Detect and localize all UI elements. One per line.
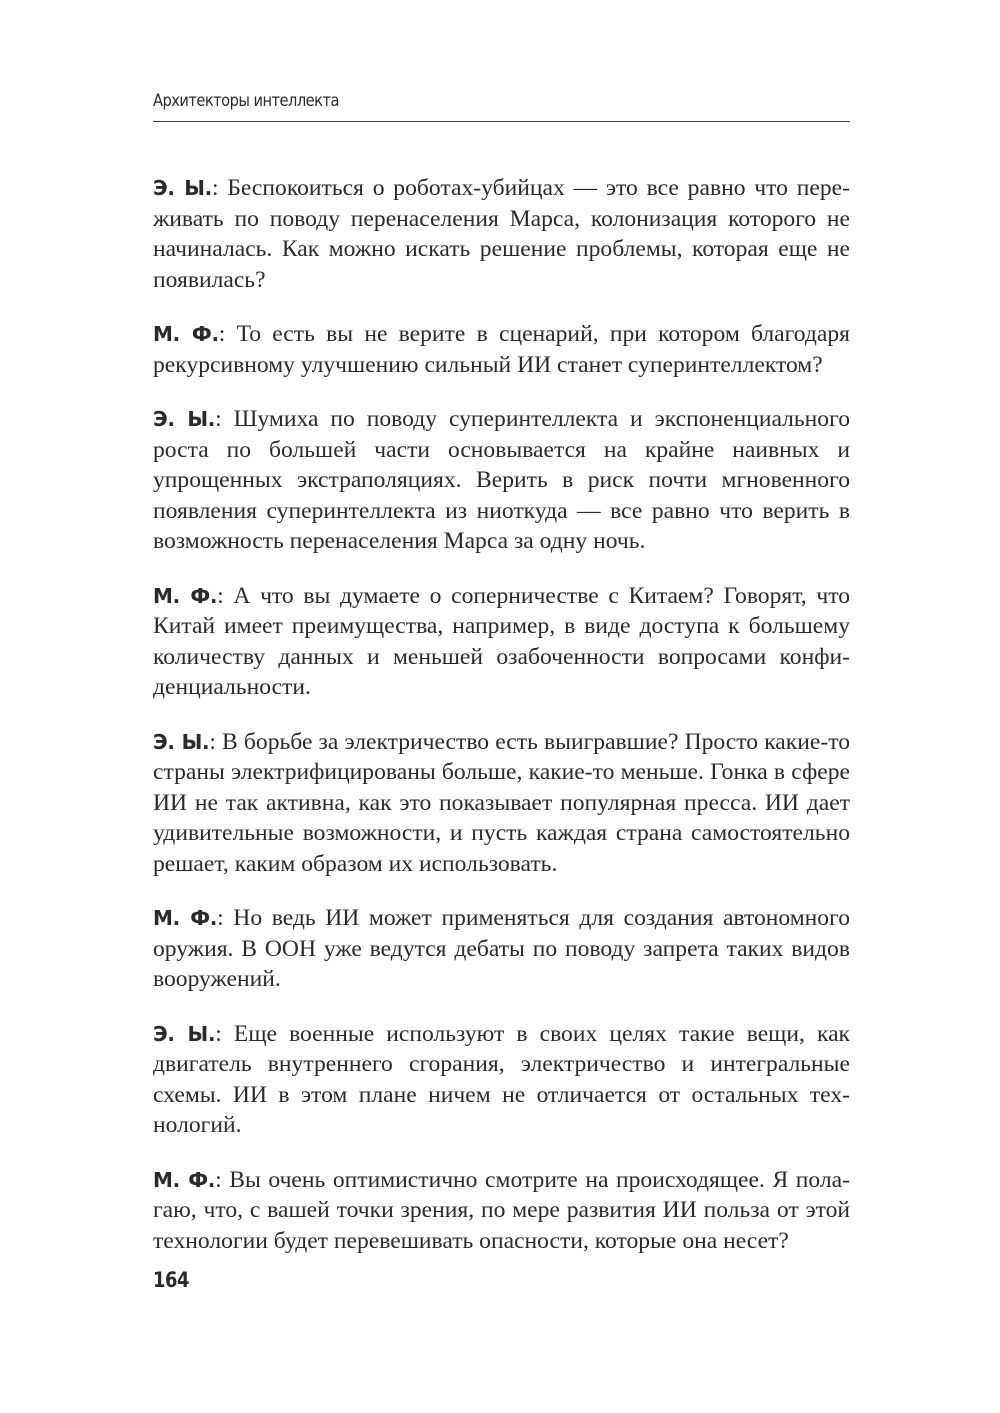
- speaker-label: М. Ф.: [153, 906, 218, 930]
- running-header: [153, 91, 850, 122]
- exchange-text: Шумиха по поводу суперинтеллекта и экспоненциального роста по большей части основывается на крайне наивных и упрощенных экстраполяциях. Верить в риск почти мгновенного появления суперинтеллекта из ниоткуда — все равно что верить в возможность перенаселения Марса за одну ночь.: [153, 406, 850, 554]
- exchange-text: А что вы думаете о соперничестве с Китаем? Говорят, что Китай имеет преимущества, например, в виде доступа к большему количеству данных и меньшей озабоченности вопросами конфиденциальности.: [153, 582, 850, 700]
- exchange-text: Но ведь ИИ может применяться для создания автономного оружия. В ООН уже ведутся дебаты по поводу запрета таких видов вооружений.: [153, 905, 850, 992]
- speaker-label: Э. Ы.: [153, 729, 210, 754]
- page-number: 164: [153, 1268, 189, 1292]
- speaker-label: М. Ф.: [153, 583, 218, 608]
- speaker-label: М. Ф.: [153, 1167, 216, 1192]
- exchange-text: Беспокоиться о роботах-убийцах — это все равно что переживать по поводу перенаселения Марса, колонизация которого не начиналась. Как можно искать решение проблемы, которая еще не появилась?: [153, 175, 850, 293]
- speaker-separator: :: [217, 582, 234, 609]
- speaker-separator: :: [217, 905, 234, 931]
- exchange-paragraph: [153, 404, 850, 557]
- speaker-separator: :: [215, 1166, 230, 1193]
- interview-body: [153, 173, 850, 1280]
- speaker-label: Э. Ы.: [153, 1021, 216, 1046]
- speaker-label: М. Ф.: [153, 322, 219, 346]
- exchange-paragraph: [153, 173, 850, 295]
- exchange-paragraph: [153, 1165, 850, 1257]
- exchange-paragraph: [153, 903, 850, 995]
- exchange-paragraph: [153, 727, 850, 880]
- exchange-paragraph: [153, 1019, 850, 1141]
- book-title: Архитекторы интеллекта: [153, 91, 339, 111]
- exchange-text: То есть вы не верите в сценарий, при котором благодаря рекурсивному улучшению сильный ИИ станет суперинтеллектом?: [153, 321, 850, 378]
- speaker-separator: :: [211, 175, 228, 201]
- speaker-separator: :: [209, 728, 223, 755]
- speaker-label: Э. Ы.: [153, 407, 216, 431]
- exchange-text: Вы очень оптимистично смотрите на происходящее. Я полагаю, что, с вашей точки зрения, по мере развития ИИ польза от этой технологии будет перевешивать опасности, которые она несет?: [153, 1166, 850, 1254]
- speaker-separator: :: [218, 321, 237, 347]
- speaker-separator: :: [215, 1020, 234, 1047]
- exchange-text: Еще военные используют в своих целях такие вещи, как двигатель внутреннего сгорания, электричество и интегральные схемы. ИИ в этом плане ничем не отличается от остальных технологий.: [153, 1020, 850, 1138]
- speaker-separator: :: [215, 406, 234, 432]
- exchange-paragraph: [153, 581, 850, 703]
- exchange-paragraph: [153, 319, 850, 380]
- exchange-text: В борьбе за электричество есть выигравшие? Просто какие-то страны электрифицированы больше, какие-то меньше. Гонка в сфере ИИ не так активна, как это показывает популярная пресса. ИИ дает удивительные возможности, и пусть каждая страна самостоятельно решает, каким образом их использовать.: [153, 728, 850, 877]
- speaker-label: Э. Ы.: [153, 176, 212, 200]
